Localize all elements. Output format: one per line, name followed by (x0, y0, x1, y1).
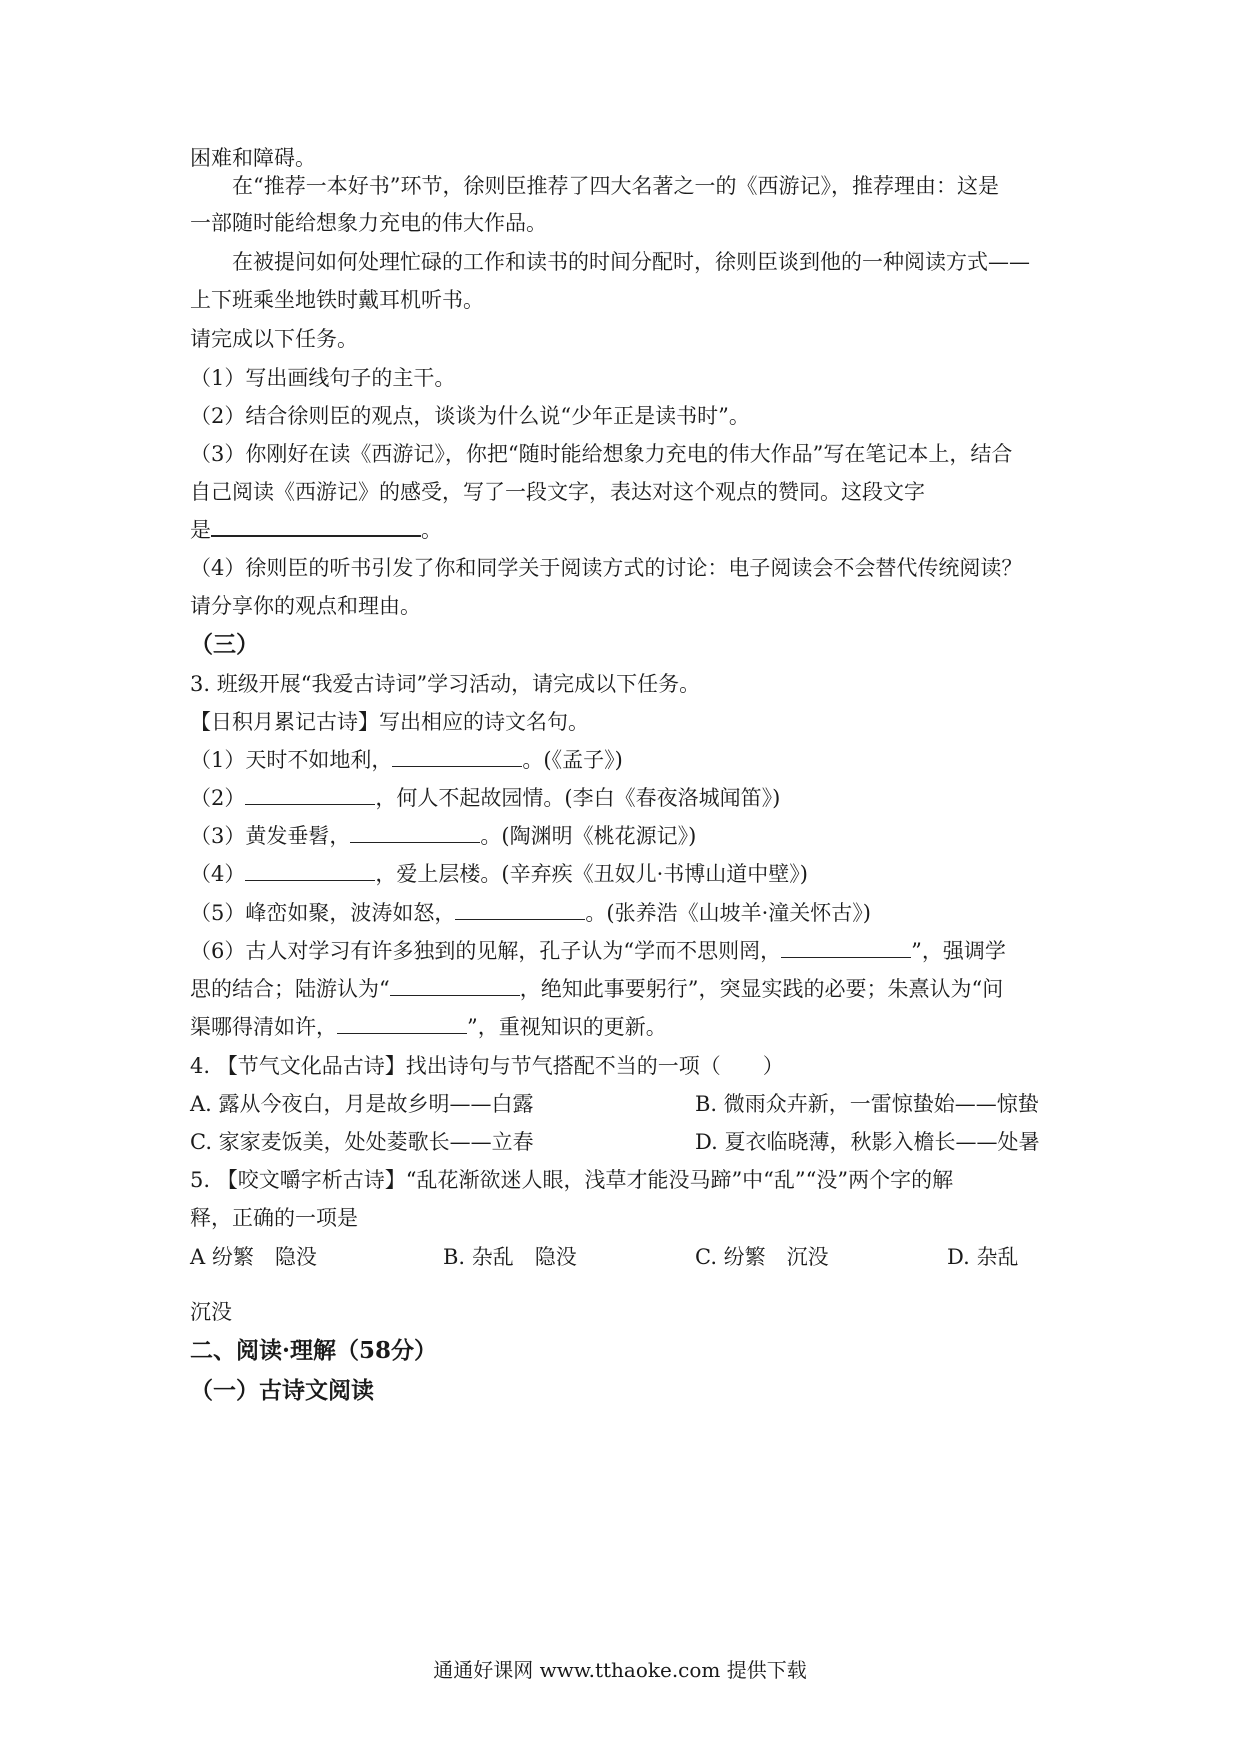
q3-item-1 (190, 745, 1060, 775)
task-3-line: 自己阅读《西游记》的感受，写了一段文字，表达对这个观点的赞同。这段文字 (190, 480, 925, 504)
item-text: ，绝知此事要躬行”，突显实践的必要；朱熹认为“问 (519, 977, 1004, 1001)
answer-blank[interactable] (350, 822, 480, 843)
q4-option-b[interactable]: B. 微雨众卉新，一雷惊蛰始——惊蛰 (695, 1092, 1039, 1116)
item-text: 思的结合；陆游认为“ (190, 977, 390, 1001)
passage-line: 一部随时能给想象力充电的伟大作品。 (190, 211, 547, 235)
q4-option-a[interactable]: A. 露从今夜白，月是故乡明——白露 (190, 1092, 534, 1116)
task-2: （2）结合徐则臣的观点，谈谈为什么说“少年正是读书时”。 (190, 404, 750, 428)
item-text: ”，强调学 (911, 939, 1006, 963)
passage-line: 上下班乘坐地铁时戴耳机听书。 (190, 288, 484, 312)
answer-blank[interactable] (390, 975, 520, 996)
q5-option-d[interactable]: D. 杂乱 (947, 1245, 1019, 1269)
q3-stem: 3. 班级开展“我爱古诗词”学习活动，请完成以下任务。 (190, 672, 701, 696)
passage-line: 在被提问如何处理忙碌的工作和读书的时间分配时，徐则臣谈到他的一种阅读方式—— (232, 250, 1030, 274)
q3-item-6 (190, 936, 1060, 966)
answer-blank[interactable] (337, 1013, 467, 1034)
q3-item-3 (190, 821, 1060, 851)
q5-stem: 5. 【咬文嚼字析古诗】“乱花渐欲迷人眼，浅草才能没马蹄”中“乱”“没”两个字的解 (190, 1168, 954, 1192)
task-3-prefix: 是 (190, 518, 211, 542)
item-text: 渠哪得清如许， (190, 1015, 337, 1039)
item-text: ，爱上层楼。(辛弃疾《丑奴儿·书博山道中壁》) (375, 862, 808, 886)
item-text: （4） (190, 862, 246, 886)
task-3-suffix: 。 (421, 518, 442, 542)
q3-item-2 (190, 783, 1060, 813)
q3-subheading: 【日积月累记古诗】写出相应的诗文名句。 (190, 710, 589, 734)
q3-item-4 (190, 859, 1060, 889)
task-4-line: （4）徐则臣的听书引发了你和同学关于阅读方式的讨论：电子阅读会不会替代传统阅读？ (190, 556, 1023, 580)
q4-option-d[interactable]: D. 夏衣临晓薄，秋影入檐长——处暑 (695, 1130, 1040, 1154)
answer-blank[interactable] (245, 860, 375, 881)
item-text: ，何人不起故园情。(李白《春夜洛城闻笛》) (375, 786, 781, 810)
task-4-line: 请分享你的观点和理由。 (190, 594, 421, 618)
answer-blank[interactable] (781, 937, 911, 958)
task-3-line: （3）你刚好在读《西游记》，你把“随时能给想象力充电的伟大作品”写在笔记本上，结合 (190, 442, 1013, 466)
page-footer: 通通好课网 www.tthaoke.com 提供下载 (433, 1658, 807, 1682)
item-text: （2） (190, 786, 246, 810)
task-1: （1）写出画线句子的主干。 (190, 366, 456, 390)
tasks-intro: 请完成以下任务。 (190, 327, 358, 351)
answer-blank[interactable] (211, 515, 421, 537)
q5-option-b[interactable]: B. 杂乱 隐没 (443, 1245, 577, 1269)
q4-stem: 4. 【节气文化品古诗】找出诗句与节气搭配不当的一项（ ） (190, 1054, 784, 1078)
item-text: ”，重视知识的更新。 (467, 1015, 667, 1039)
item-text: （5）峰峦如聚，波涛如怒， (190, 901, 456, 925)
item-text: 。(陶渊明《桃花源记》) (480, 824, 697, 848)
section-3-heading: （三） (190, 631, 259, 658)
answer-blank[interactable] (455, 899, 585, 920)
q4-option-c[interactable]: C. 家家麦饭美，处处菱歌长——立春 (190, 1130, 534, 1154)
task-3-answer-line (190, 515, 1060, 545)
q5-option-d-continued: 沉没 (190, 1300, 232, 1324)
q5-option-a[interactable]: A 纷繁 隐没 (190, 1245, 317, 1269)
item-text: （3）黄发垂髫， (190, 824, 351, 848)
q5-option-c[interactable]: C. 纷繁 沉没 (695, 1245, 829, 1269)
item-text: （1）天时不如地利， (190, 748, 393, 772)
item-text: 。(张养浩《山坡羊·潼关怀古》) (585, 901, 871, 925)
passage-line: 在“推荐一本好书”环节，徐则臣推荐了四大名著之一的《西游记》，推荐理由：这是 (232, 174, 999, 198)
q5-stem: 释，正确的一项是 (190, 1206, 358, 1230)
item-text: （6）古人对学习有许多独到的见解，孔子认为“学而不思则罔， (190, 939, 782, 963)
part-2-heading: 二、阅读·理解（58分） (190, 1337, 438, 1364)
part-2-subheading: （一）古诗文阅读 (190, 1377, 374, 1404)
answer-blank[interactable] (392, 746, 522, 767)
passage-line: 困难和障碍。 (190, 146, 316, 170)
q3-item-6 (190, 1012, 1060, 1042)
answer-blank[interactable] (245, 784, 375, 805)
q3-item-6 (190, 974, 1060, 1004)
q3-item-5 (190, 898, 1060, 928)
item-text: 。(《孟子》) (522, 748, 623, 772)
